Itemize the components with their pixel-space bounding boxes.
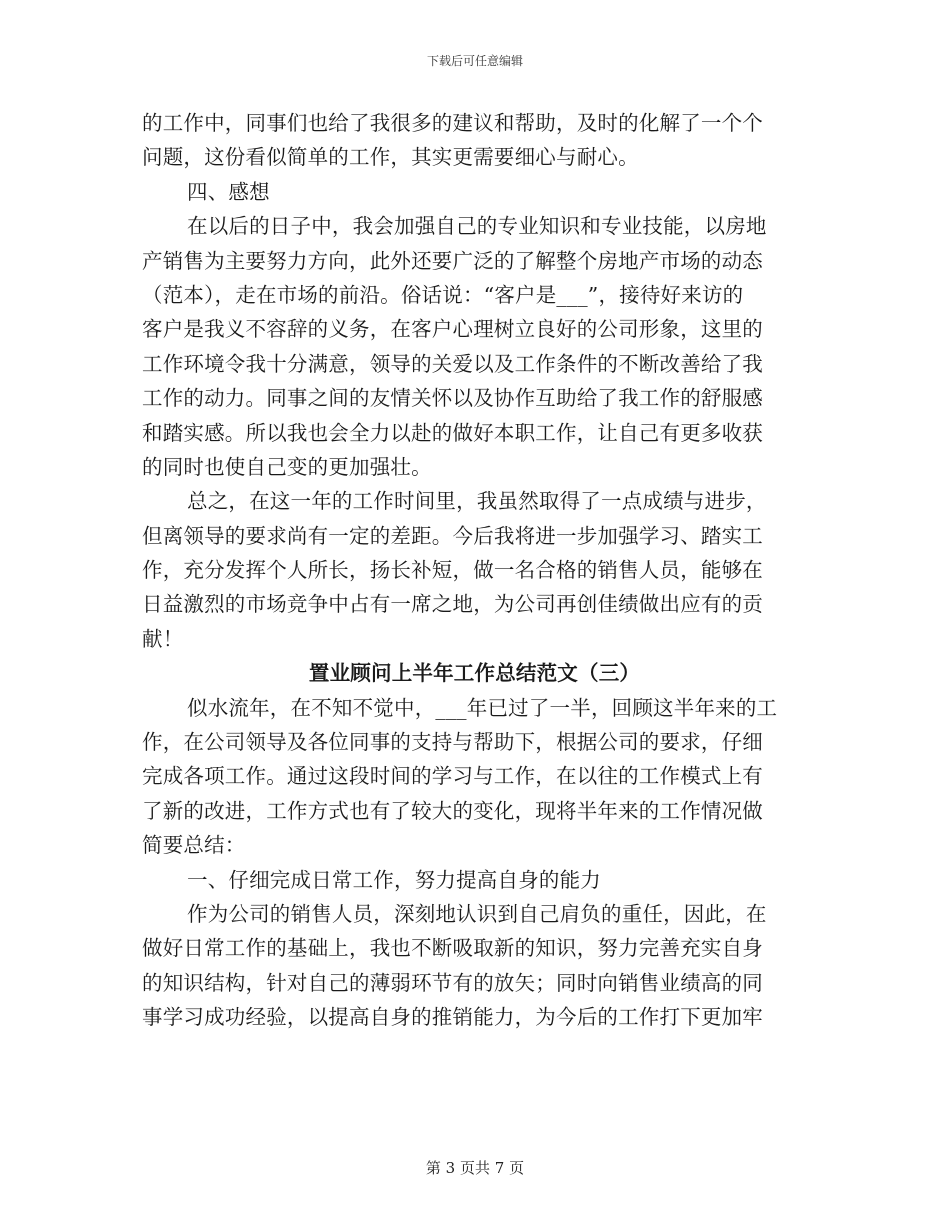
text-line: 事学习成功经验，以提高自身的推销能力，为今后的工作打下更加牢	[142, 1005, 763, 1030]
text-line: 和踏实感。所以我也会全力以赴的做好本职工作，让自己有更多收获	[142, 420, 763, 445]
text-line: 完成各项工作。通过这段时间的学习与工作，在以往的工作模式上有	[142, 764, 763, 789]
text-line: 简要总结：	[142, 833, 246, 858]
text-line: 产销售为主要努力方向，此外还要广泛的了解整个房地产市场的动态	[142, 248, 763, 273]
section-title: 置业顾问上半年工作总结范文（三）	[308, 661, 641, 686]
text-line: 四、感想	[187, 179, 270, 204]
text-line: 日益激烈的市场竞争中占有一席之地，为公司再创佳绩做出应有的贡	[142, 592, 763, 617]
page-footer: 第 3 页共 7 页	[425, 1159, 525, 1177]
text-line: 的同时也使自己变的更加强壮。	[142, 454, 432, 479]
text-line: 做好日常工作的基础上，我也不断吸取新的知识，努力完善充实自身	[142, 936, 763, 961]
text-line: 但离领导的要求尚有一定的差距。今后我将进一步加强学习、踏实工	[142, 523, 763, 548]
text-line: 了新的改进，工作方式也有了较大的变化，现将半年来的工作情况做	[142, 798, 763, 823]
text-line: 作，充分发挥个人所长，扬长补短，做一名合格的销售人员，能够在	[142, 558, 763, 583]
document-body	[142, 106, 807, 1035]
text-line: 客户是我义不容辞的义务，在客户心理树立良好的公司形象，这里的	[142, 317, 763, 342]
text-line: 问题，这份看似简单的工作，其实更需要细心与耐心。	[142, 145, 639, 170]
text-line: 在以后的日子中，我会加强自己的专业知识和专业技能，以房地	[187, 214, 767, 239]
text-line: 一、仔细完成日常工作，努力提高自身的能力	[187, 867, 601, 892]
text-line: 作为公司的销售人员，深刻地认识到自己肩负的重任，因此，在	[187, 901, 767, 926]
text-line: 作，在公司领导及各位同事的支持与帮助下，根据公司的要求，仔细	[142, 730, 763, 755]
text-line: 献！	[142, 626, 184, 651]
text-line: 似水流年，在不知不觉中，___年已过了一半，回顾这半年来的工	[187, 695, 778, 720]
text-line: （范本），走在市场的前沿。俗话说：“客户是___”，接待好来访的	[142, 282, 744, 307]
text-line: 的知识结构，针对自己的薄弱环节有的放矢；同时向销售业绩高的同	[142, 970, 763, 995]
text-line: 工作的动力。同事之间的友情关怀以及协作互助给了我工作的舒服感	[142, 386, 763, 411]
page-header: 下载后可任意编辑	[426, 54, 523, 68]
text-line: 工作环境令我十分满意，领导的关爱以及工作条件的不断改善给了我	[142, 351, 763, 376]
text-line: 总之，在这一年的工作时间里，我虽然取得了一点成绩与进步，	[187, 489, 767, 514]
text-line: 的工作中，同事们也给了我很多的建议和帮助，及时的化解了一个个	[142, 111, 763, 135]
